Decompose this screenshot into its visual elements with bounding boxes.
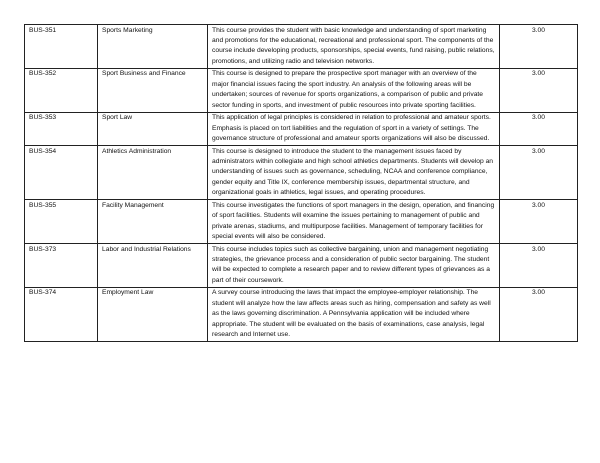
course-title: Sport Business and Finance [98, 68, 208, 112]
course-credits: 3.00 [500, 200, 578, 244]
course-credits: 3.00 [500, 112, 578, 145]
table-row [25, 146, 578, 200]
course-description: This application of legal principles is considered in relation to professional and amateur sports. Emphasis is placed on tort liabilities and the regulation of sport in a variety of settings. The governance structure of professional and amateur sports organizations will also be discussed. [208, 112, 500, 145]
course-description: This course is designed to prepare the prospective sport manager with an overview of the major financial issues facing the sport industry. An analysis of the following areas will be undertaken; sources of revenue for sports organizations, a comparison of public and private sector funding in sports, and investment of public resources into private sporting facilities. [208, 68, 500, 112]
course-title: Sports Marketing [98, 25, 208, 69]
table-row [25, 287, 578, 341]
course-credits: 3.00 [500, 287, 578, 341]
course-description: This course provides the student with basic knowledge and understanding of sport marketing and promotions for the educational, recreational and professional sport. The components of the course include developing products, sponsorships, special events, fund raising, public relations, promotions, and utilizing radio and television networks. [208, 25, 500, 69]
table-row [25, 244, 578, 288]
course-table [24, 24, 578, 342]
course-code: BUS-351 [25, 25, 98, 69]
course-title: Facility Management [98, 200, 208, 244]
course-title: Athletics Administration [98, 146, 208, 200]
course-code: BUS-374 [25, 287, 98, 341]
course-credits: 3.00 [500, 68, 578, 112]
table-row [25, 200, 578, 244]
course-title: Sport Law [98, 112, 208, 145]
course-code: BUS-355 [25, 200, 98, 244]
table-row [25, 68, 578, 112]
course-credits: 3.00 [500, 244, 578, 288]
table-row [25, 25, 578, 69]
course-code: BUS-352 [25, 68, 98, 112]
course-description: This course includes topics such as collective bargaining, union and management negotiating strategies, the grievance process and a consideration of public sector bargaining. The student will be expected to complete a research paper and to review different types of grievances as a part of their coursework. [208, 244, 500, 288]
course-title: Employment Law [98, 287, 208, 341]
course-credits: 3.00 [500, 25, 578, 69]
table-row [25, 112, 578, 145]
course-description: This course is designed to introduce the student to the management issues faced by administrators within collegiate and high school athletics departments. Students will develop an understanding of issues such as governance, scheduling, NCAA and conference compliance, gender equity and Title IX, conference membership issues, departmental structure, and organizational goals in athletics, legal issues, and operating procedures. [208, 146, 500, 200]
course-credits: 3.00 [500, 146, 578, 200]
course-title: Labor and Industrial Relations [98, 244, 208, 288]
course-description: This course investigates the functions of sport managers in the design, operation, and financing of sport facilities. Students will examine the issues pertaining to management of public and private arenas, stadiums, and multipurpose facilities. Management of temporary facilities for special events will also be considered. [208, 200, 500, 244]
course-code: BUS-353 [25, 112, 98, 145]
course-description: A survey course introducing the laws that impact the employee-employer relationship. The student will analyze how the law affects areas such as hiring, compensation and safety as well as the laws governing discrimination. A Pennsylvania application will be included where appropriate. The student will be evaluated on the basis of examinations, case analysis, legal research and Internet use. [208, 287, 500, 341]
course-code: BUS-373 [25, 244, 98, 288]
course-code: BUS-354 [25, 146, 98, 200]
